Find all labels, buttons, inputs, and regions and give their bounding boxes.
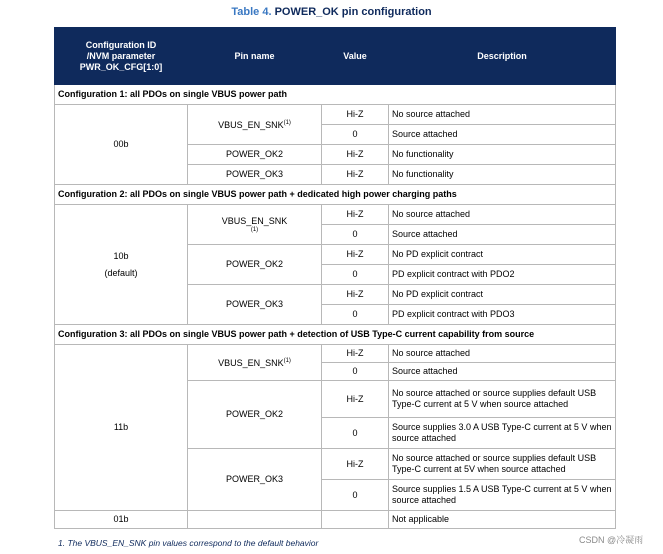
config2-title: Configuration 2: all PDOs on single VBUS power path + dedicated high power charging paths [55, 185, 616, 205]
config2-id: 10b [113, 250, 129, 261]
last-row-pin [188, 511, 322, 529]
config1-ok3-desc: No functionality [389, 165, 616, 185]
config2-ok2-pin: POWER_OK2 [188, 245, 322, 285]
table-row [55, 511, 616, 529]
config3-vbus-desc2: Source attached [389, 363, 616, 381]
config2-vbus-value2: 0 [322, 225, 389, 245]
table-row [55, 105, 616, 125]
header-config-line1: Configuration ID [85, 39, 157, 50]
header-value: Value [322, 28, 389, 85]
config3-ok2-pin: POWER_OK2 [188, 381, 322, 449]
header-description: Description [389, 28, 616, 85]
config1-ok3-pin: POWER_OK3 [188, 165, 322, 185]
config2-title-row [55, 185, 616, 205]
config2-ok3-desc2: PD explicit contract with PDO3 [389, 305, 616, 325]
config2-ok3-pin: POWER_OK3 [188, 285, 322, 325]
table-number: Table 4. [231, 6, 272, 18]
table-title: POWER_OK pin configuration [274, 6, 432, 18]
table-row [55, 205, 616, 225]
config3-vbus-value1: Hi-Z [322, 345, 389, 363]
config3-ok3-pin: POWER_OK3 [188, 449, 322, 511]
config1-ok2-pin: POWER_OK2 [188, 145, 322, 165]
config1-id: 00b [55, 105, 188, 185]
config1-vbus-pin [188, 105, 322, 145]
config2-ok3-value2: 0 [322, 305, 389, 325]
config2-vbus-footnote-ref: (1) [250, 226, 259, 233]
config1-vbus-footnote-ref: (1) [283, 120, 291, 126]
config3-title: Configuration 3: all PDOs on single VBUS power path + detection of USB Type-C current capability from source [55, 325, 616, 345]
config2-vbus-desc2: Source attached [389, 225, 616, 245]
config1-vbus-pin-name: VBUS_EN_SNK [218, 120, 284, 130]
footnote: 1. The VBUS_EN_SNK pin values correspond to the default behavior [58, 538, 319, 548]
config3-vbus-desc1: No source attached [389, 345, 616, 363]
header-config-line3: PWR_OK_CFG[1:0] [79, 61, 163, 72]
config3-ok3-desc1: No source attached or source supplies default USB Type-C current at 5V when source attached [389, 449, 616, 480]
config2-vbus-pin [188, 205, 322, 245]
config1-vbus-value2: 0 [322, 125, 389, 145]
table-row [55, 345, 616, 363]
power-ok-config-table [54, 27, 616, 529]
config3-vbus-value2: 0 [322, 363, 389, 381]
config3-vbus-pin [188, 345, 322, 381]
config3-ok2-desc2: Source supplies 3.0 A USB Type-C current at 5 V when source attached [389, 418, 616, 449]
config1-vbus-desc2: Source attached [389, 125, 616, 145]
config2-vbus-pin-name: VBUS_EN_SNK [221, 215, 288, 226]
config2-vbus-desc1: No source attached [389, 205, 616, 225]
config3-vbus-footnote-ref: (1) [283, 358, 291, 364]
header-config-id [55, 28, 188, 85]
config3-title-row [55, 325, 616, 345]
last-row-desc: Not applicable [389, 511, 616, 529]
header-row [55, 28, 616, 85]
config1-ok2-desc: No functionality [389, 145, 616, 165]
config1-title-row [55, 85, 616, 105]
config2-ok2-desc1: No PD explicit contract [389, 245, 616, 265]
config1-vbus-value1: Hi-Z [322, 105, 389, 125]
config3-ok2-desc1: No source attached or source supplies default USB Type-C current at 5 V when source attached [389, 381, 616, 418]
config3-ok2-value2: 0 [322, 418, 389, 449]
config1-ok2-value: Hi-Z [322, 145, 389, 165]
config3-ok3-value2: 0 [322, 480, 389, 511]
table-caption [0, 6, 663, 18]
config2-ok2-value2: 0 [322, 265, 389, 285]
config1-title: Configuration 1: all PDOs on single VBUS power path [55, 85, 616, 105]
config1-vbus-desc1: No source attached [389, 105, 616, 125]
config2-id-cell [55, 205, 188, 325]
config3-ok3-desc2: Source supplies 1.5 A USB Type-C current at 5 V when source attached [389, 480, 616, 511]
config3-vbus-pin-name: VBUS_EN_SNK [218, 358, 284, 368]
config3-id: 11b [55, 345, 188, 511]
header-config-line2: /NVM parameter [86, 50, 156, 61]
config3-ok2-value1: Hi-Z [322, 381, 389, 418]
config1-ok3-value: Hi-Z [322, 165, 389, 185]
last-row-id: 01b [55, 511, 188, 529]
config2-ok2-desc2: PD explicit contract with PDO2 [389, 265, 616, 285]
watermark: CSDN @冷凝雨 [579, 535, 644, 545]
config2-ok2-value1: Hi-Z [322, 245, 389, 265]
config2-ok3-desc1: No PD explicit contract [389, 285, 616, 305]
header-pin-name: Pin name [188, 28, 322, 85]
config2-id-note: (default) [104, 267, 138, 278]
last-row-value [322, 511, 389, 529]
config2-vbus-value1: Hi-Z [322, 205, 389, 225]
config3-ok3-value1: Hi-Z [322, 449, 389, 480]
config2-ok3-value1: Hi-Z [322, 285, 389, 305]
